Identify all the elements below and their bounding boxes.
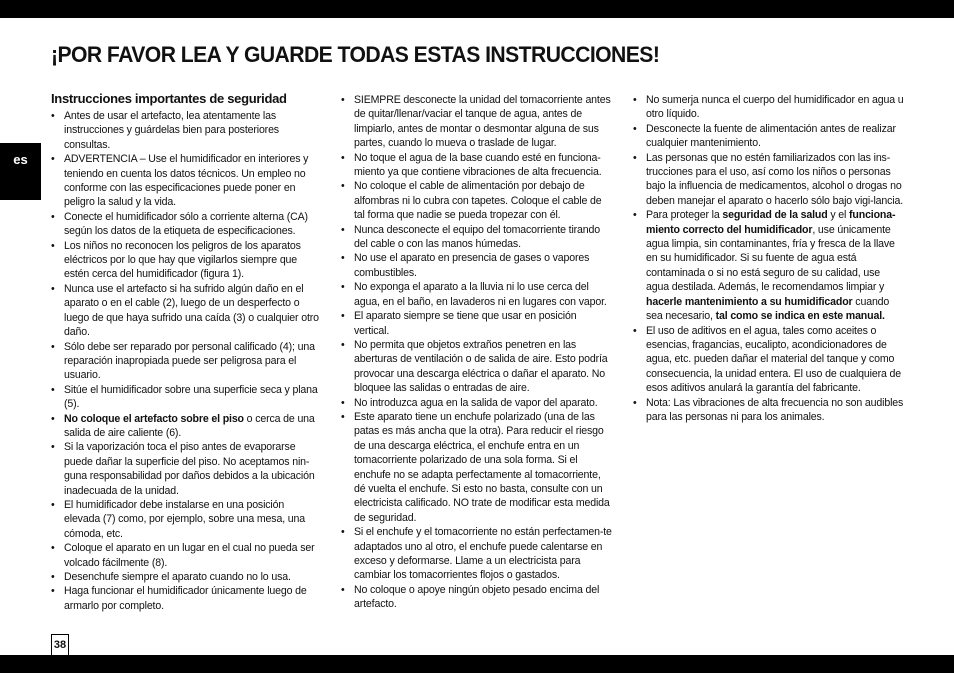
bold-text: tal como se indica en este manual. [715, 310, 885, 323]
list-item: • No sumerja nunca el cuerpo del humidificador en agua u otro líquido. [633, 93, 905, 122]
list-item: • No toque el agua de la base cuando esté en funciona-miento ya que contiene vibraciones de alta frecuencia. [341, 151, 613, 180]
list-item: • Este aparato tiene un enchufe polarizado (una de las patas es más ancha que la otra). Para reducir el riesgo de una descarga eléctrica, el enchufe entra en un tomacorriente polarizado de una sola forma. Si el enchufe no se adapta perfectamente al tomacorriente, dé vuelta el enchufe. Si esto no basta, consulte con un electricista calificado. NO trate de modificar esta medida de seguridad. [341, 410, 613, 525]
list-item: • Si el enchufe y el tomacorriente no están perfectamen-te adaptados uno al otro, el enchufe puede calentarse en exceso y deformarse. Llame a un electricista para cambiar los tomacorrientes flojos o gastados. [341, 525, 613, 583]
text-segment: , use únicamente agua limpia, sin contaminantes, fría y fresca de la llave en su humidificador. Si su fuente de agua está contaminada o si no está seguro de su calidad, use agua destilada. Además, le recomendamos limpiar y [646, 223, 895, 294]
language-code: es [13, 152, 28, 167]
list-item: • Antes de usar el artefacto, lea atentamente las instrucciones y guárdelas bien para posteriores consultas. [51, 109, 319, 152]
list-item: • Desconecte la fuente de alimentación antes de realizar cualquier mantenimiento. [633, 122, 905, 151]
list-item: • Sólo debe ser reparado por personal calificado (4); una reparación inapropiada puede ser peligrosa para el usuario. [51, 340, 319, 383]
list-item: • No permita que objetos extraños penetren en las aberturas de ventilación o de salida de aire. Esto podría provocar una descarga eléctrica o dañar el aparato. No bloquee las salidas o entradas de aire. [341, 338, 613, 396]
list-item: • Coloque el aparato en un lugar en el cual no pueda ser volcado fácilmente (8). [51, 541, 319, 570]
list-item: • El uso de aditivos en el agua, tales como aceites o esencias, fragancias, eucalipto, acondicionadores de agua, etc. pueden dañar el material del tanque y como consecuencia, la unidad entera. El uso de cualquiera de esos aditivos anulará la garantía del fabricante. [633, 324, 905, 396]
list-item: • No coloque el cable de alimentación por debajo de alfombras ni lo cubra con tapetes. Coloque el cable de tal forma que nadie se pueda tropezar con él. [341, 179, 613, 222]
bold-text: hacerle mantenimiento a su humidificador [646, 295, 853, 308]
list-item: • Nota: Las vibraciones de alta frecuencia no son audibles para las personas ni para los animales. [633, 396, 905, 425]
list-item: • Haga funcionar el humidificador únicamente luego de armarlo por completo. [51, 584, 319, 613]
list-item: • No exponga el aparato a la lluvia ni lo use cerca del agua, en el baño, en lavaderos ni en lugares con vapor. [341, 280, 613, 309]
safety-list-1 [51, 109, 319, 613]
list-item: • No use el aparato en presencia de gases o vapores combustibles. [341, 251, 613, 280]
section-heading: Instrucciones importantes de seguridad [51, 91, 287, 106]
text-segment: Para proteger la [646, 209, 723, 222]
list-item [51, 412, 319, 441]
list-item: • No introduzca agua en la salida de vapor del aparato. [341, 396, 613, 410]
bold-text: seguridad de la salud [722, 209, 828, 222]
list-item: • Sitúe el humidificador sobre una superficie seca y plana (5). [51, 383, 319, 412]
list-item: • ADVERTENCIA – Use el humidificador en interiores y teniendo en cuenta los datos técnicos. Un empleo no conforme con las especificaciones puede poner en peligro la salud y la vida. [51, 152, 319, 210]
language-tab [0, 143, 41, 200]
safety-list-2 [341, 93, 613, 612]
bold-text: funciona-miento correcto del humidificador [646, 209, 896, 236]
list-item: • El aparato siempre se tiene que usar en posición vertical. [341, 309, 613, 338]
list-item: • Nunca use el artefacto si ha sufrido algún daño en el aparato o en el cable (2), luego de un desperfecto o luego de que haya sufrido una caída (3) o cualquier otro daño. [51, 282, 319, 340]
list-item: • No coloque o apoye ningún objeto pesado encima del artefacto. [341, 583, 613, 612]
list-item: • SIEMPRE desconecte la unidad del tomacorriente antes de quitar/llenar/vaciar el tanque de agua, antes de limpiarlo, antes de montar o desmontar alguna de sus partes, cuando lo mueva o traslade de lugar. [341, 93, 613, 151]
column-2 [341, 93, 613, 612]
page-title: ¡POR FAVOR LEA Y GUARDE TODAS ESTAS INSTRUCCIONES! [51, 42, 660, 67]
list-item: • Conecte el humidificador sólo a corriente alterna (CA) según los datos de la etiqueta de especificaciones. [51, 210, 319, 239]
text-segment: y el [827, 209, 850, 222]
safety-list-3 [633, 93, 905, 424]
list-item: • Nunca desconecte el equipo del tomacorriente tirando del cable o con las manos húmedas. [341, 223, 613, 252]
list-item: • Si la vaporización toca el piso antes de evaporarse puede dañar la superficie del piso. No aceptamos nin-guna responsabilidad por daños debidos a la ubicación inadecuada de la unidad. [51, 440, 319, 498]
top-bar [0, 0, 954, 18]
bold-text: No coloque el artefacto sobre el piso [64, 412, 244, 425]
column-1 [51, 91, 319, 613]
list-item: • Los niños no reconocen los peligros de los aparatos eléctricos por lo que hay que vigilarlos siempre que estén cerca del humidificador (figura 1). [51, 239, 319, 282]
bottom-bar [0, 655, 954, 673]
list-item: • El humidificador debe instalarse en una posición elevada (7) como, por ejemplo, sobre una mesa, una cómoda, etc. [51, 498, 319, 541]
list-item: • Desenchufe siempre el aparato cuando no lo usa. [51, 570, 319, 584]
list-item [633, 208, 905, 323]
text-segment: cuando sea necesario, [646, 295, 890, 323]
page-number: 38 [51, 634, 69, 655]
list-item: • Las personas que no estén familiarizados con las ins-trucciones para el uso, así como los niños o personas bajo la influencia de medicamentos, alcohol o drogas no deben manejar el aparato o hacerlo sólo bajo vigi-lancia. [633, 151, 905, 209]
column-3 [633, 93, 905, 424]
text-segment: o cerca de una salida de aire caliente (6). [64, 412, 315, 439]
